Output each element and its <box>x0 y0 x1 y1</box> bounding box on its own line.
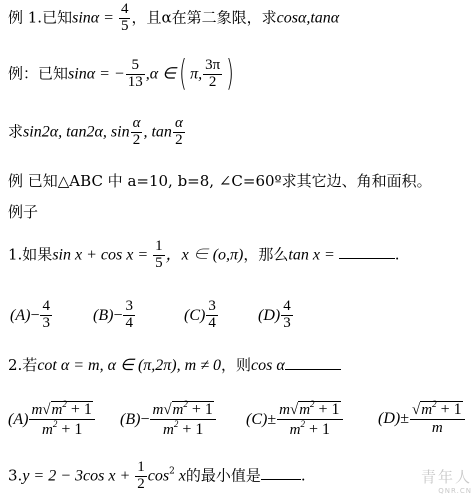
q1-frac-num: 1 <box>155 238 163 254</box>
q2-option-a[interactable] <box>8 400 96 439</box>
q2-tail: ，则 <box>220 356 251 374</box>
example-2b <box>8 116 186 149</box>
question-2 <box>8 358 341 374</box>
q1-option-a[interactable] <box>10 299 53 332</box>
option-fraction <box>40 299 52 332</box>
ex2-given: sinα = − <box>68 65 125 83</box>
ex2-prefix: 例：已知 <box>8 64 69 83</box>
ex2-int-den: 2 <box>208 73 217 90</box>
option-label: (C) <box>246 410 268 428</box>
q2-expr: cot α = m, α ∈ (π,2π), m ≠ 0 <box>37 357 221 374</box>
option-num: 4 <box>42 298 50 314</box>
option-den: m <box>431 419 443 436</box>
question-3 <box>8 460 306 493</box>
q1-prefix: 1.如果 <box>8 245 53 264</box>
ex1-fraction <box>119 2 131 35</box>
option-sign: − <box>140 410 150 428</box>
option-sign: − <box>113 306 123 324</box>
option-label: (C) <box>184 306 206 324</box>
option-fraction <box>150 400 215 439</box>
option-label: (D) <box>258 306 281 324</box>
ex2-int-left: π, <box>190 65 203 83</box>
q2-option-c[interactable] <box>246 400 344 439</box>
q2-option-d[interactable] <box>378 400 466 437</box>
ex1-frac-num: 4 <box>120 1 129 17</box>
q2-answer-blank[interactable] <box>285 369 341 370</box>
ex2-fraction <box>126 58 145 91</box>
option-label: (A) <box>8 410 29 428</box>
q3-sq: 2 <box>169 466 175 477</box>
ex1-prefix: 例 1.已知 <box>8 8 73 27</box>
ex1-frac-den: 5 <box>120 17 129 34</box>
option-den: $m^2 + 1$ <box>163 418 204 438</box>
q1-answer-blank[interactable] <box>339 258 395 259</box>
option-den: $m^2 + 1$ <box>289 418 331 438</box>
q3-expr2: cos <box>147 467 170 485</box>
q2-option-b[interactable] <box>120 400 217 439</box>
example-1 <box>8 2 339 35</box>
ex2b-frac2 <box>173 116 185 149</box>
q3-prefix: 3. <box>8 466 23 485</box>
option-num: $m√m^2 + 1$ <box>150 400 215 420</box>
q2-ask: cos α <box>250 357 285 374</box>
option-num: 3 <box>125 298 133 314</box>
ex2b-t1: sin2α, tan2α, sin <box>23 123 130 141</box>
option-fraction <box>281 299 293 332</box>
option-num: $m√m^2 + 1$ <box>29 400 94 420</box>
left-paren: ( <box>179 52 187 94</box>
q1-cond: ，x ∈ (o,π) <box>165 246 244 264</box>
q1-option-b[interactable] <box>93 299 136 332</box>
q3-frac-num: 1 <box>137 459 145 475</box>
ex1-ask: cosα,tanα <box>276 9 340 27</box>
option-fraction <box>206 299 218 332</box>
example-4-heading: 例子 <box>8 203 39 221</box>
option-den: 3 <box>283 314 291 331</box>
option-label: (A) <box>10 306 31 324</box>
option-label: (B) <box>93 306 114 324</box>
q3-expr3: x <box>174 467 186 485</box>
option-fraction <box>29 400 94 439</box>
option-label: (D) <box>378 409 401 427</box>
q3-fraction <box>135 460 147 493</box>
q1-expr: sin x + cos x = <box>52 246 153 264</box>
q3-answer-blank[interactable] <box>261 479 301 480</box>
option-den: 4 <box>125 314 133 331</box>
q3-tail: 的最小值是 <box>185 466 261 485</box>
q1-option-d[interactable] <box>258 299 294 332</box>
q1-fraction <box>153 239 165 272</box>
q1-option-c[interactable] <box>184 299 219 332</box>
ex1-middle: ，且α在第二象限，求 <box>131 8 277 27</box>
ex2-frac-num: 5 <box>126 58 145 75</box>
example-2 <box>8 52 237 94</box>
question-1 <box>8 239 400 272</box>
watermark-text: 青年人 <box>420 468 472 486</box>
watermark-url: QNR.CN <box>438 487 472 495</box>
ex2b-f1-den: 2 <box>132 131 141 148</box>
ex2b-f2-num: α <box>174 115 183 131</box>
option-sign: ± <box>267 410 277 428</box>
right-paren: ) <box>226 52 235 94</box>
q3-expr: y = 2 − 3cos x + <box>22 467 135 485</box>
q3-end: . <box>300 466 306 485</box>
q1-ask: tan x = <box>288 246 339 264</box>
ex2-int-num: 3π <box>205 57 221 73</box>
option-num: $√m^2 + 1$ <box>410 400 465 420</box>
option-den: $m^2 + 1$ <box>41 418 83 438</box>
option-num: $m√m^2 + 1$ <box>277 400 342 420</box>
watermark-logo <box>421 466 472 495</box>
ex2-frac-den: 13 <box>127 73 143 90</box>
q2-prefix: 2.若 <box>8 356 38 374</box>
option-label: (B) <box>120 410 141 428</box>
option-sign: ± <box>400 409 409 427</box>
q1-tail: ，那么 <box>243 245 289 264</box>
option-num: 3 <box>208 298 216 314</box>
ex2b-t2: , tan <box>143 123 172 141</box>
ex2b-frac1 <box>131 116 143 149</box>
ex2b-f1-num: α <box>132 115 141 131</box>
option-fraction <box>410 400 465 437</box>
q3-frac-den: 2 <box>137 475 145 492</box>
option-fraction <box>123 299 135 332</box>
ex2-comma: ,α ∈ <box>145 65 177 83</box>
ex1-given: sinα = <box>72 9 118 27</box>
q1-frac-den: 5 <box>155 254 163 271</box>
q1-end: . <box>394 245 400 264</box>
option-num: 4 <box>283 298 291 314</box>
ex2b-prefix: 求 <box>8 122 24 141</box>
option-sign: − <box>30 306 40 324</box>
example-3: 例 已知△ABC 中 a=10, b=8, ∠C=60º求其它边、角和面积。 <box>8 172 432 190</box>
option-fraction <box>277 400 342 439</box>
option-den: 3 <box>42 314 50 331</box>
ex2b-f2-den: 2 <box>175 131 183 148</box>
option-den: 4 <box>208 314 216 331</box>
ex2-int-fraction <box>203 58 222 91</box>
